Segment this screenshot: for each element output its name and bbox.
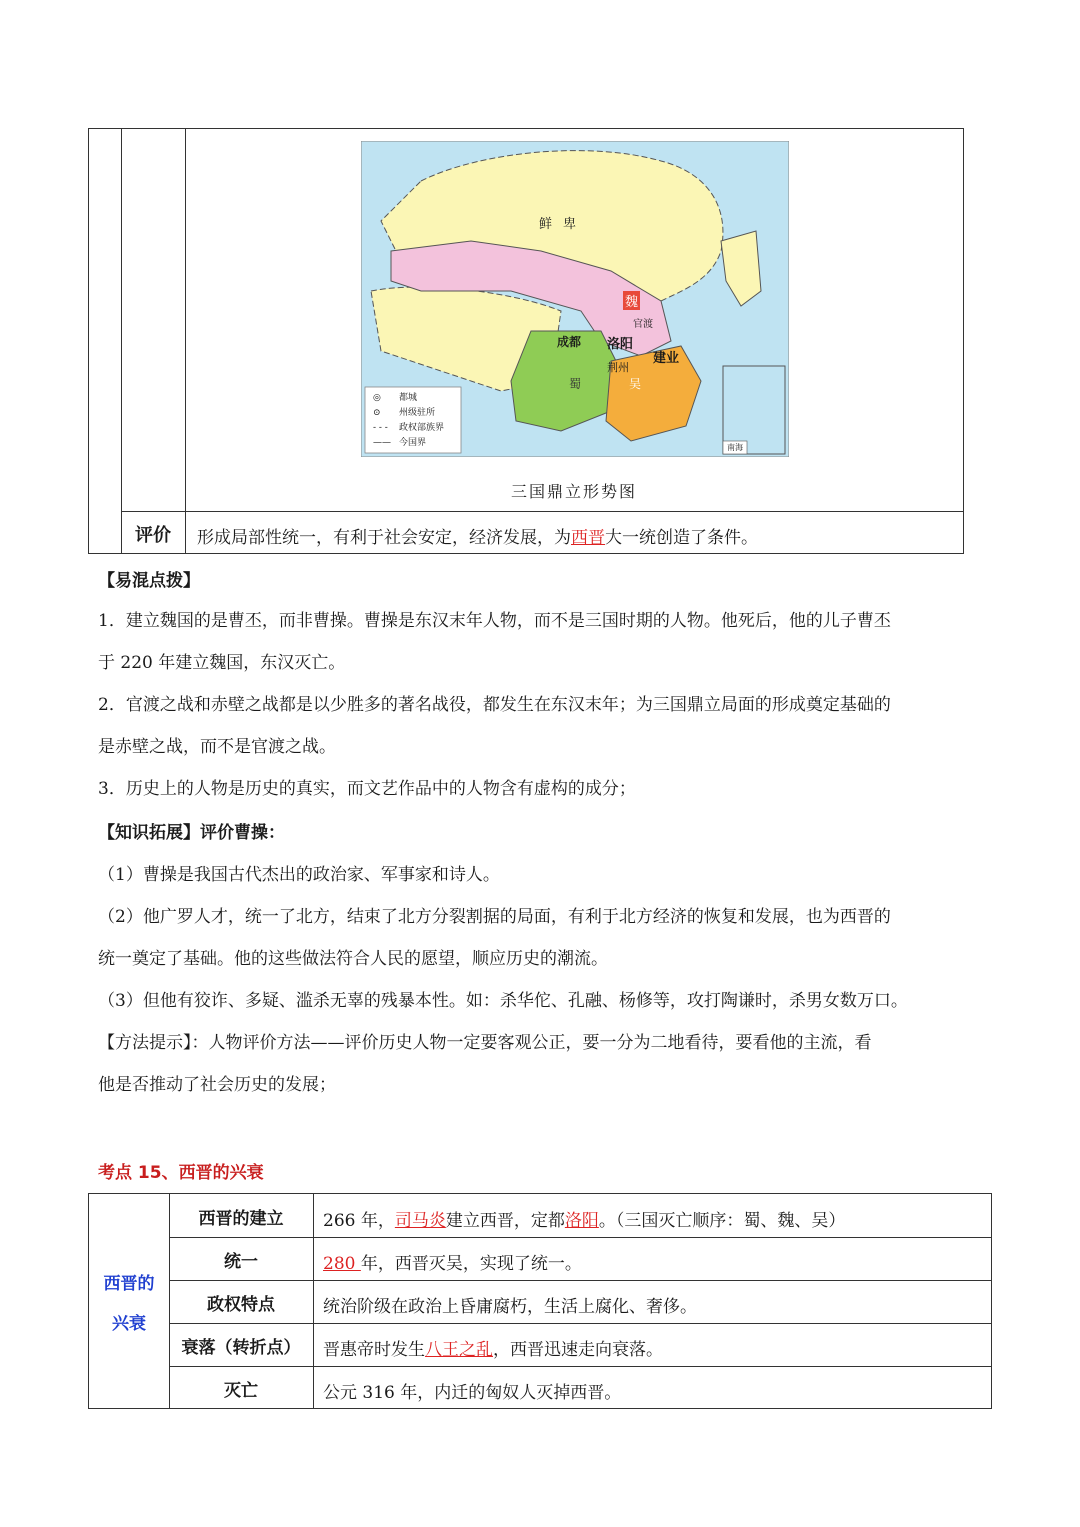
confusion-heading: 【易混点拨】 [98, 571, 200, 591]
map-label: 荆州 [607, 361, 629, 374]
map-label: 卑 [563, 217, 577, 232]
table-row-value: 公元 316 年，内迁的匈奴人灭掉西晋。 [323, 1383, 622, 1403]
table-row-header: 西晋的 兴衰 [103, 1274, 155, 1334]
highlight-term: 八王之乱 [425, 1340, 493, 1360]
table-row-value: 266 年，司马炎建立西晋，定都洛阳。（三国灭亡顺序：蜀、魏、吴） [323, 1211, 846, 1231]
map-label: 建业 [653, 351, 680, 366]
table-row-label: 西晋的建立 [198, 1209, 284, 1229]
top-table [88, 128, 964, 554]
extension-item: 统一奠定了基础。他的这些做法符合人民的愿望，顺应历史的潮流。 [98, 949, 608, 969]
table-divider [169, 1366, 991, 1367]
confusion-item: 于 220 年建立魏国，东汉灭亡。 [98, 653, 346, 673]
map-label: 蜀 [569, 377, 582, 391]
map-legend: ◎ 都城 ⊙ 州级驻所 - - - 政权部族界 —— 今国界 [373, 393, 445, 448]
map-label: 洛阳 [607, 337, 634, 352]
extension-item: （1）曹操是我国古代杰出的政治家、军事家和诗人。 [98, 865, 500, 885]
map-caption: 三国鼎立形势图 [510, 482, 637, 501]
method-line: 【方法提示】：人物评价方法——评价历史人物一定要客观公正，要一分为二地看待，要看他的主流，看 [98, 1033, 872, 1053]
legend-item: 都城 [399, 393, 418, 403]
highlight-term: 司马炎 [394, 1211, 446, 1231]
extension-item: （3）但他有狡诈、多疑、滥杀无辜的残暴本性。如：杀华佗、孔融、杨修等，攻打陶谦时，杀男女数万口。 [98, 991, 908, 1011]
extension-item: （2）他广罗人才，统一了北方，结束了北方分裂割据的局面，有利于北方经济的恢复和发展，也为西晋的 [98, 907, 891, 927]
three-kingdoms-map [361, 141, 789, 457]
section-title: 考点 15、西晋的兴衰 [98, 1163, 264, 1183]
table-row-value: 晋惠帝时发生八王之乱，西晋迅速走向衰落。 [323, 1340, 663, 1360]
highlight-term: 西晋 [571, 528, 605, 548]
table-row-label: 政权特点 [207, 1295, 275, 1315]
confusion-item: 3．历史上的人物是历史的真实，而文艺作品中的人物含有虚构的成分； [98, 779, 636, 799]
confusion-item: 2．官渡之战和赤壁之战都是以少胜多的著名战役，都发生在东汉末年；为三国鼎立局面的形成奠定基础的 [98, 695, 891, 715]
map-label: 吴 [629, 377, 642, 391]
table-row-label: 衰落（转折点） [181, 1338, 301, 1358]
table-divider [121, 511, 963, 512]
map-label: 成都 [557, 335, 582, 349]
table-divider [121, 129, 122, 553]
table-row-value: 统治阶级在政治上昏庸腐朽，生活上腐化、奢侈。 [323, 1297, 697, 1317]
legend-item: 州级驻所 [399, 408, 436, 418]
inset-label: 南海 [727, 443, 743, 452]
extension-heading: 【知识拓展】评价曹操： [98, 823, 285, 843]
highlight-term: 洛阳 [564, 1211, 599, 1231]
map-label: 官渡 [633, 319, 653, 330]
table-row-value: 280 年，西晋灭吴，实现了统一。 [323, 1254, 582, 1274]
table-divider [169, 1237, 991, 1238]
highlight-term: 280 [323, 1254, 361, 1274]
map-label: 鲜 [539, 217, 553, 232]
table-divider [169, 1323, 991, 1324]
method-line: 他是否推动了社会历史的发展； [98, 1075, 336, 1095]
western-jin-table [88, 1193, 992, 1409]
table-row-label: 灭亡 [224, 1381, 258, 1401]
table-divider [169, 1280, 991, 1281]
evaluation-text: 形成局部性统一，有利于社会安定，经济发展，为西晋大一统创造了条件。 [197, 528, 758, 548]
table-divider [313, 1194, 314, 1408]
legend-item: 今国界 [399, 438, 427, 448]
confusion-item: 1．建立魏国的是曹丕，而非曹操。曹操是东汉末年人物，而不是三国时期的人物。他死后，他的儿子曹丕 [98, 611, 891, 631]
map-label: 魏 [623, 291, 640, 310]
legend-item: 政权部族界 [399, 423, 445, 433]
confusion-item: 是赤壁之战，而不是官渡之战。 [98, 737, 336, 757]
evaluation-label: 评价 [135, 525, 171, 546]
table-row-label: 统一 [224, 1252, 258, 1272]
